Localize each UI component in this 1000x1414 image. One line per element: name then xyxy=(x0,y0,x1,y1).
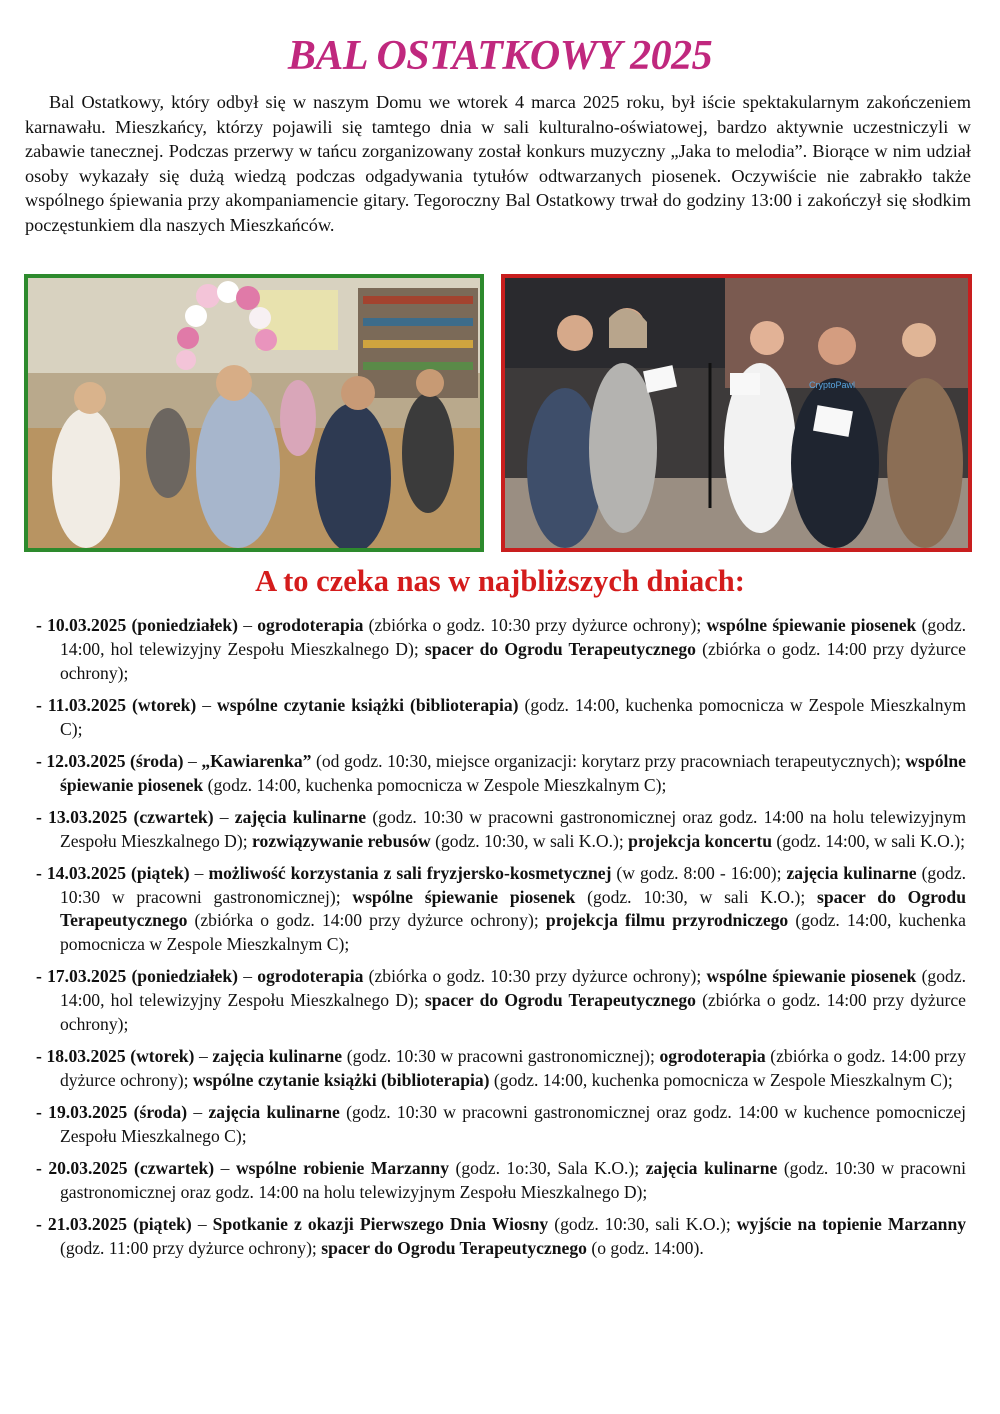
activity-name: Spotkanie z okazji Pierwszego Dnia Wiosny xyxy=(212,1214,549,1235)
schedule-item xyxy=(36,614,966,685)
activity-name: wspólne śpiewanie piosenek xyxy=(60,750,966,795)
dance-photo xyxy=(24,274,484,552)
activity-details: (zbiórka o godz. 14:00 przy dyżurce ochrony); xyxy=(60,638,966,683)
activity-details: (o godz. 14:00). xyxy=(586,1237,704,1258)
dance-photo-illustration xyxy=(28,278,480,548)
activity-details: (w godz. 8:00 - 16:00); xyxy=(611,862,787,883)
activity-name: możliwość korzystania z sali fryzjersko-kosmetycznej xyxy=(208,862,612,883)
upcoming-heading: A to czeka nas w najbliższych dniach: xyxy=(255,564,745,598)
shirt-print-text: CryptoPawl xyxy=(809,380,856,390)
activity-name: zajęcia kulinarne xyxy=(212,1046,343,1067)
schedule-date: - 21.03.2025 (piątek) xyxy=(36,1214,192,1235)
activity-name: ogrodoterapia xyxy=(257,615,364,635)
activity-details: (zbiórka o godz. 10:30 przy dyżurce ochrony); xyxy=(363,966,707,987)
schedule-date: - 12.03.2025 (środa) xyxy=(36,750,184,771)
activity-details: – xyxy=(191,1214,213,1235)
schedule-date: - 20.03.2025 (czwartek) xyxy=(36,1158,215,1179)
activity-details: (godz. 14:00, w sali K.O.); xyxy=(771,830,966,851)
schedule-item xyxy=(36,965,966,1036)
activity-name: wspólne czytanie książki (biblioterapia) xyxy=(192,1069,490,1090)
activity-name: ogrodoterapia xyxy=(257,966,364,987)
schedule-item xyxy=(36,1157,966,1205)
activity-details: (od godz. 10:30, miejsce organizacji: korytarz przy pracowniach terapeutycznych); xyxy=(311,750,906,771)
activity-details: – xyxy=(189,862,209,883)
activity-details: (godz. 10:30 w pracowni gastronomicznej); xyxy=(342,1046,660,1067)
activity-name: spacer do Ogrodu Terapeutycznego xyxy=(424,990,696,1011)
activity-name: rozwiązywanie rebusów xyxy=(252,830,431,851)
activity-name: wspólne śpiewanie piosenek xyxy=(706,615,917,635)
activity-details: (godz. 10:30 w pracowni gastronomicznej); xyxy=(60,862,967,907)
schedule-date: - 13.03.2025 (czwartek) xyxy=(36,806,214,827)
schedule-item xyxy=(36,1045,966,1093)
activity-name: wspólne śpiewanie piosenek xyxy=(352,886,576,907)
schedule-date: - 11.03.2025 (wtorek) xyxy=(36,694,197,715)
activity-details: (godz. 11:00 przy dyżurce ochrony); xyxy=(60,1237,322,1258)
activity-details: (godz. 10:30 w pracowni gastronomicznej oraz godz. 14:00 na holu telewizyjnym Zespołu Mieszkalnego D); xyxy=(60,806,967,851)
activity-details: (godz. 1o:30, Sala K.O.); xyxy=(449,1158,646,1179)
activity-details: (godz. 14:00, kuchenka pomocnicza w Zespole Mieszkalnym C); xyxy=(60,694,967,739)
activity-name: spacer do Ogrodu Terapeutycznego xyxy=(321,1237,587,1258)
activity-details: (godz. 10:30, w sali K.O.); xyxy=(575,886,817,907)
activity-details: (zbiórka o godz. 14:00 przy dyżurce ochrony); xyxy=(60,1046,967,1090)
activity-details: – xyxy=(194,1046,213,1067)
activity-name: zajęcia kulinarne xyxy=(786,862,917,883)
activity-details: (zbiórka o godz. 14:00 przy dyżurce ochrony); xyxy=(187,910,546,931)
activity-name: projekcja koncertu xyxy=(628,830,772,851)
activity-name: zajęcia kulinarne xyxy=(234,806,367,827)
activity-details: – xyxy=(196,694,218,715)
activity-details: – xyxy=(187,1102,209,1123)
activity-details: (godz. 14:00, hol telewizyjny Zespołu Mieszkalnego D); xyxy=(60,966,967,1011)
schedule-item xyxy=(36,862,966,957)
activity-name: spacer do Ogrodu Terapeutycznego xyxy=(424,638,696,659)
schedule-item xyxy=(36,1213,966,1261)
activity-name: wspólne czytanie książki (biblioterapia) xyxy=(217,694,519,715)
schedule-date: - 14.03.2025 (piątek) xyxy=(36,862,190,883)
activity-details: (godz. 14:00, kuchenka pomocnicza w Zespole Mieszkalnym C); xyxy=(60,910,966,955)
activity-name: zajęcia kulinarne xyxy=(208,1102,340,1123)
schedule-list xyxy=(36,614,966,1269)
activity-name: zajęcia kulinarne xyxy=(645,1158,778,1179)
singing-photo xyxy=(501,274,972,552)
activity-details: (zbiórka o godz. 10:30 przy dyżurce ochrony); xyxy=(363,615,707,635)
schedule-date: - 18.03.2025 (wtorek) xyxy=(36,1046,195,1067)
schedule-item xyxy=(36,806,966,854)
activity-details: – xyxy=(213,806,235,827)
schedule-date: - 10.03.2025 (poniedziałek) xyxy=(36,615,238,635)
activity-details: – xyxy=(237,966,258,987)
activity-name: ogrodoterapia xyxy=(659,1046,766,1067)
schedule-date: - 17.03.2025 (poniedziałek) xyxy=(36,966,238,987)
activity-details: (godz. 14:00, kuchenka pomocnicza w Zespole Mieszkalnym C); xyxy=(489,1069,953,1090)
schedule-item xyxy=(36,694,966,742)
singing-photo-illustration xyxy=(505,278,968,548)
activity-details: (zbiórka o godz. 14:00 przy dyżurce ochrony); xyxy=(60,990,966,1034)
activity-details: – xyxy=(237,615,258,635)
activity-details: – xyxy=(214,1158,236,1179)
schedule-date: - 19.03.2025 (środa) xyxy=(36,1102,188,1123)
page-title: BAL OSTATKOWY 2025 xyxy=(287,33,713,79)
activity-name: wspólne śpiewanie piosenek xyxy=(706,966,917,987)
activity-details: (godz. 10:30 w pracowni gastronomicznej oraz godz. 14:00 na holu telewizyjnym Zespołu Mieszkalnego D); xyxy=(60,1158,967,1202)
schedule-item xyxy=(36,1101,966,1149)
activity-details: (godz. 10:30, w sali K.O.); xyxy=(430,830,629,851)
intro-paragraph: Bal Ostatkowy, który odbył się w naszym Domu we wtorek 4 marca 2025 roku, był iście spektakularnym zakończeniem karnawału. Mieszkańcy, którzy pojawili się tamtego dnia w sali kulturalno-oświatowej, bardzo aktywnie uczestniczyli w zabawie tanecznej. Podczas przerwy w tańcu zorganizowany został konkurs muzyczny „Jaka to melodia”. Biorące w nim udział osoby wykazały się dużą wiedzą podczas odgadywania tytułów odtwarzanych piosenek. Oczywiście nie zabrakło także wspólnego śpiewania przy akompaniamencie gitary. Tegoroczny Bal Ostatkowy trwał do godziny 13:00 i zakończył się słodkim poczęstunkiem dla naszych Mieszkańców. xyxy=(25,92,971,235)
activity-details: (godz. 10:30 w pracowni gastronomicznej oraz godz. 14:00 w kuchence pomocniczej Zespołu Mieszkalnego C); xyxy=(60,1102,967,1146)
activity-details: (godz. 14:00, kuchenka pomocnicza w Zespole Mieszkalnym C); xyxy=(203,774,667,795)
schedule-item xyxy=(36,750,966,798)
activity-name: spacer do Ogrodu Terapeutycznego xyxy=(60,886,967,931)
activity-name: wspólne robienie Marzanny xyxy=(235,1158,450,1179)
activity-details: – xyxy=(183,750,202,771)
activity-name: projekcja filmu przyrodniczego xyxy=(545,910,789,931)
activity-details: (godz. 10:30, sali K.O.); xyxy=(548,1214,737,1235)
activity-name: „Kawiarenka” xyxy=(201,750,312,771)
activity-details: (godz. 14:00, hol telewizyjny Zespołu Mieszkalnego D); xyxy=(60,615,967,659)
activity-name: wyjście na topienie Marzanny xyxy=(736,1214,967,1235)
